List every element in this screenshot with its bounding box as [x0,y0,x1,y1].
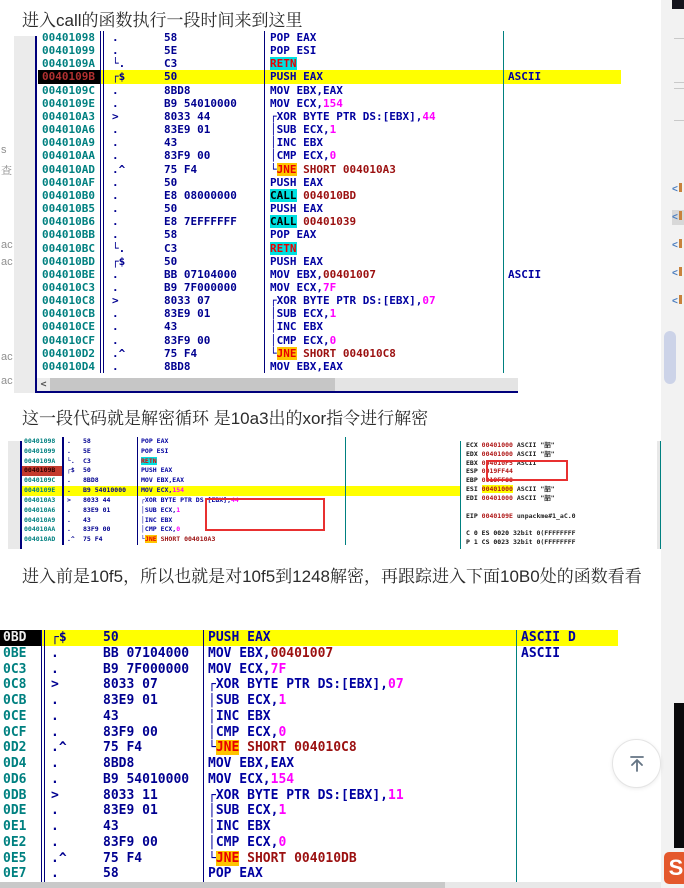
rail-black-block [674,703,684,848]
disasm-row: 004010AD .^ 75 F4 └JNE SHORT 004010A3 [38,163,621,176]
scroll-left-arrow-icon: < [37,378,50,391]
disasm-row: 004010CB . 83E9 01 │SUB ECX,1 [38,307,621,320]
register-row: ECX 00401000 ASCII "㗊" [466,441,555,449]
disasm-row: 004010CE . 43 │INC EBX [38,320,621,333]
disasm-row: 0E1 . 43 │INC EBX [0,819,618,835]
chevron-left-icon: < [672,240,678,251]
disasm-row: 004010A6 . 83E9 01 │SUB ECX,1 [22,506,460,516]
rail-item-color-bar [679,239,682,248]
disasm-row: 00401098 . 58 POP EAX [22,437,460,447]
paragraph-3: 进入前是10f5，所以也就是对10f5到1248解密，再跟踪进入下面10B0处的函数看看 [22,567,642,586]
ollydbg-disassembly-screenshot-3 [0,630,618,882]
rail-item-color-bar [679,183,682,192]
ollydbg-screenshot-2-with-registers [8,437,661,549]
registers-panel [460,441,658,549]
clipped-background-text: ac [1,239,13,251]
screenshot1-horizontal-scrollbar [37,378,518,391]
disasm-row: 0BD ┌$ 50 PUSH EAX ASCII D [0,630,618,646]
back-to-top-arrow-icon [627,754,647,774]
disasm-row: 004010BE . BB 07104000 MOV EBX,00401007 ASCII [38,268,621,281]
register-row: EBP 0019FF88 [466,476,513,485]
disasm-row: 0D4 . 8BD8 MOV EBX,EAX [0,756,618,772]
rail-item-truncated[interactable] [672,238,684,253]
disasm-row: 0DB > 8033 11 ┌XOR BYTE PTR DS:[EBX],11 [0,788,618,804]
rail-item-truncated[interactable] [672,266,684,281]
disasm-row: 0DE . 83E9 01 │SUB ECX,1 [0,803,618,819]
disasm-row: 0C8 > 8033 07 ┌XOR BYTE PTR DS:[EBX],07 [0,677,618,693]
page-scrollbar-thumb[interactable] [664,331,676,384]
paragraph-2: 这一段代码就是解密循环 是10a3出的xor指令进行解密 [22,409,429,428]
register-row: EDX 00401000 ASCII "㗊" [466,449,555,458]
clipped-background-text: ac [1,256,13,268]
annotation-box-xor-loop [205,498,325,531]
register-row: EDI 00401000 ASCII "㗊" [466,493,555,502]
clipped-background-text: 查 [1,165,12,177]
disasm-row: 004010D4 . 8BD8 MOV EBX,EAX [38,360,621,373]
disasm-row: 0C3 . B9 7F000000 MOV ECX,7F [0,662,618,678]
disasm-row: 0040109C . 8BD8 MOV EBX,EAX [22,476,460,486]
rail-item-color-bar [679,295,682,304]
disasm-row: 0CB . 83E9 01 │SUB ECX,1 [0,693,618,709]
annotation-box-ebx-value [486,460,568,481]
disasm-row: 004010AA . 83F9 00 │CMP ECX,0 [22,525,460,535]
disasm-row: 0040109C . 8BD8 MOV EBX,EAX [38,84,621,97]
register-row: C 0 ES 0020 32bit 0(FFFFFFFF [466,529,576,538]
disasm-row: 004010BD ┌$ 50 PUSH EAX [38,255,621,268]
registers-gap [461,503,657,512]
right-side-rail [661,0,684,888]
rail-item-color-bar [679,267,682,276]
rail-item-truncated[interactable] [672,210,684,225]
disasm-row: 0040109A └. C3 RETN [38,57,621,70]
register-row: P 1 CS 0023 32bit 0(FFFFFFFF [466,537,576,546]
disasm-row: 004010BC └. C3 RETN [38,242,621,255]
clipped-background-text: s [1,144,7,156]
disasm-row: 004010D2 .^ 75 F4 └JNE SHORT 004010C8 [38,347,621,360]
rail-divider [674,120,684,121]
screenshot1-bottom-border [37,391,518,393]
disasm-row: 0E2 . 83F9 00 │CMP ECX,0 [0,835,618,851]
disasm-row: 0040109B ┌$ 50 PUSH EAX [22,466,460,476]
disasm-row: 004010AA . 83F9 00 │CMP ECX,0 [38,149,621,162]
disasm-row: 004010A6 . 83E9 01 │SUB ECX,1 [38,123,621,136]
site-logo-icon[interactable]: S [664,852,684,884]
screenshot3-horizontal-scrollbar [0,882,661,888]
disasm-row: 00401098 . 58 POP EAX [38,31,621,44]
disasm-row: 004010A9 . 43 │INC EBX [22,516,460,526]
chevron-left-icon: < [672,268,678,279]
chevron-left-icon: < [672,212,678,223]
rail-divider [674,88,684,89]
disasm-row: 00401099 . 5E POP ESI [38,44,621,57]
rail-divider [674,82,684,83]
register-row: ESI 00401000 ASCII "㗊" [466,485,555,494]
disasm-row: 0E7 . 58 POP EAX [0,866,618,882]
disasm-row: 0CE . 43 │INC EBX [0,709,618,725]
disasm-row: 004010C8 > 8033 07 ┌XOR BYTE PTR DS:[EBX],07 [38,294,621,307]
disasm-row: 004010B0 . E8 08000000 CALL 004010BD [38,189,621,202]
disasm-row: 004010CF . 83F9 00 │CMP ECX,0 [38,334,621,347]
chevron-left-icon: < [672,296,678,307]
disasm-row: 004010B5 . 50 PUSH EAX [38,202,621,215]
rail-item-truncated[interactable] [672,294,684,309]
disasm-row: 00401099 . 5E POP ESI [22,447,460,457]
screenshot2-desktop-edge [8,441,22,549]
disasm-row: 0CF . 83F9 00 │CMP ECX,0 [0,725,618,741]
register-row: EBX 004010F5 ASCII [466,458,537,467]
rail-item-color-bar [679,211,682,220]
clipped-background-text: ac [1,375,13,387]
disasm-row: 004010C3 . B9 7F000000 MOV ECX,7F [38,281,621,294]
rail-item-truncated[interactable] [672,182,684,197]
disasm-row: 004010AD .^ 75 F4 └JNE SHORT 004010A3 [22,535,460,545]
registers-gap [461,520,657,529]
disasm-row: 004010AF . 50 PUSH EAX [38,176,621,189]
chevron-left-icon: < [672,184,678,195]
disasm-row: 004010A3 > 8033 44 ┌XOR BYTE PTR DS:[EBX],44 [22,496,460,506]
disasm-row: 0D2 .^ 75 F4 └JNE SHORT 004010C8 [0,740,618,756]
disasm-row: 004010B6 . E8 7EFFFFFF CALL 00401039 [38,215,621,228]
back-to-top-button[interactable] [612,739,661,788]
clipped-background-text: ac [1,351,13,363]
disasm-row: 0D6 . B9 54010000 MOV ECX,154 [0,772,618,788]
ollydbg-disassembly-screenshot-1 [35,31,623,393]
scrollbar-thumb [50,378,335,391]
disasm-row: 004010A9 . 43 │INC EBX [38,136,621,149]
screenshot1-desktop-edge [14,36,35,393]
disasm-row: 004010A3 > 8033 44 ┌XOR BYTE PTR DS:[EBX],44 [38,110,621,123]
disasm-row: 0040109E . B9 54010000 MOV ECX,154 [22,486,460,496]
disasm-row: 0040109B ┌$ 50 PUSH EAX ASCII [38,70,621,83]
disasm-row: 0E5 .^ 75 F4 └JNE SHORT 004010DB [0,851,618,867]
disasm-row: 0040109A └. C3 RETN [22,457,460,467]
rail-divider [674,38,684,39]
disassembly-rows [0,630,618,882]
disassembly-rows [38,31,621,373]
scrollbar-thumb [0,882,445,888]
register-row: ESP 0019FF44 [466,467,513,476]
register-row: EIP 0040109E unpackme#1_aC.0 [466,511,576,520]
disasm-row: 0BE . BB 07104000 MOV EBX,00401007 ASCII [0,646,618,662]
disasm-row: 004010BB . 58 POP EAX [38,228,621,241]
disasm-row: 0040109E . B9 54010000 MOV ECX,154 [38,97,621,110]
paragraph-1: 进入call的函数执行一段时间来到这里 [22,11,303,30]
rail-dark-header [672,0,684,9]
